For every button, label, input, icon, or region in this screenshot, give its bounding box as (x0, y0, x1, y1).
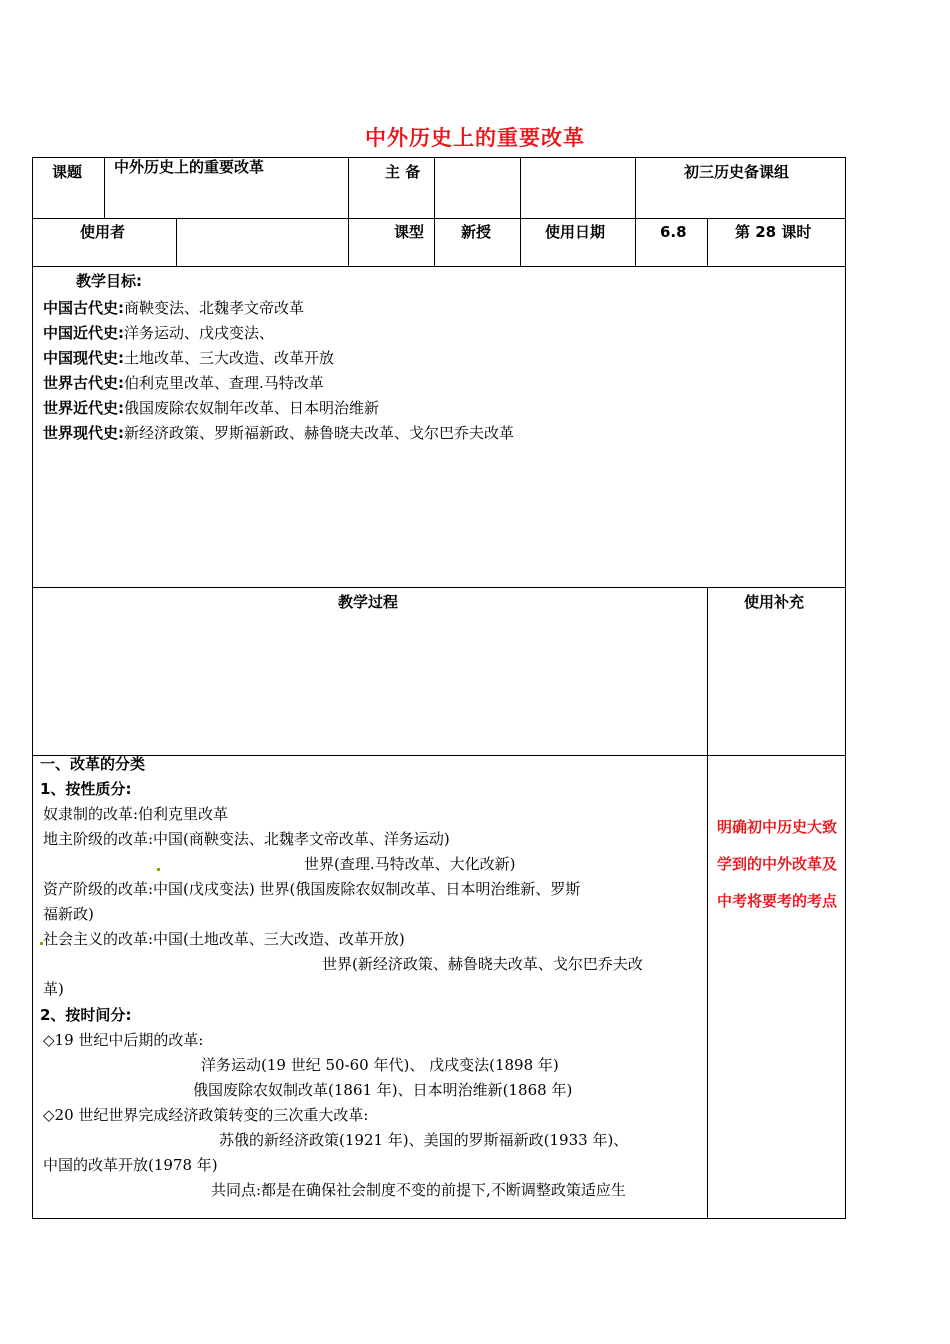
content-line: ◇20 世纪世界完成经济政策转变的三次重大改革: (43, 1106, 369, 1124)
objective-label: 中国近代史: (43, 324, 124, 342)
content-line: 苏俄的新经济政策(1921 年)、美国的罗斯福新政(1933 年)、 (219, 1131, 629, 1149)
content-line: 资产阶级的改革:中国(戊戌变法) 世界(俄国废除农奴制改革、日本明治维新、罗斯 (43, 880, 581, 898)
content-line: 俄国废除农奴制改革(1861 年)、日本明治维新(1868 年) (193, 1081, 573, 1099)
objective-text: 商鞅变法、北魏孝文帝改革 (124, 299, 305, 317)
content-line: ◇19 世纪中后期的改革: (43, 1031, 204, 1049)
objective-item (43, 296, 304, 321)
prepare-group: 初三历史备课组 (684, 163, 790, 181)
objective-text: 土地改革、三大改造、改革开放 (124, 349, 335, 367)
objective-text: 洋务运动、戊戌变法、 (124, 324, 275, 342)
subsection-heading: 1、按性质分: (40, 780, 132, 798)
topic-label: 课题 (52, 163, 83, 181)
objective-item (43, 396, 379, 421)
supplement-note: 明确初中历史大致学到的中外改革及中考将要考的考点 (717, 818, 838, 910)
objective-item (43, 346, 334, 371)
user-label: 使用者 (80, 223, 126, 241)
content-line: 奴隶制的改革:伯利克里改革 (43, 805, 229, 823)
date-label: 使用日期 (545, 223, 606, 241)
supplement-heading: 使用补充 (744, 593, 805, 611)
objective-item (43, 321, 274, 346)
content-line: 世界(查理.马特改革、大化改新) (304, 855, 516, 873)
content-line: 革) (43, 980, 64, 998)
objective-item (43, 371, 324, 396)
objective-text: 新经济政策、罗斯福新政、赫鲁晓夫改革、戈尔巴乔夫改革 (124, 424, 515, 442)
type-label: 课型 (394, 223, 425, 241)
objectives-heading: 教学目标: (76, 272, 142, 290)
section-heading: 一、改革的分类 (40, 755, 146, 773)
objective-text: 俄国废除农奴制年改革、日本明治维新 (124, 399, 380, 417)
topic-value: 中外历史上的重要改革 (114, 158, 265, 176)
objective-label: 世界现代史: (43, 424, 124, 442)
process-heading: 教学过程 (338, 593, 399, 611)
decorative-dot (157, 868, 160, 871)
content-line: 世界(新经济政策、赫鲁晓夫改革、戈尔巴乔夫改 (322, 955, 643, 973)
content-line: 共同点:都是在确保社会制度不变的前提下,不断调整政策适应生 (211, 1181, 626, 1199)
content-line: 福新政) (43, 905, 94, 923)
type-value: 新授 (461, 223, 492, 241)
decorative-dot (40, 942, 43, 945)
content-line: 中国的改革开放(1978 年) (43, 1156, 218, 1174)
prepare-label: 主 备 (385, 163, 421, 181)
content-line: 社会主义的改革:中国(土地改革、三大改造、改革开放) (43, 930, 405, 948)
objective-label: 世界古代史: (43, 374, 124, 392)
objective-label: 世界近代史: (43, 399, 124, 417)
content-line: 洋务运动(19 世纪 50-60 年代)、 戊戌变法(1898 年) (201, 1056, 559, 1074)
content-line: 地主阶级的改革:中国(商鞅变法、北魏孝文帝改革、洋务运动) (43, 830, 450, 848)
document-title: 中外历史上的重要改革 (365, 126, 585, 150)
objective-item (43, 421, 514, 446)
objective-text: 伯利克里改革、查理.马特改革 (124, 374, 324, 392)
date-value: 6.8 (660, 223, 687, 241)
objective-label: 中国古代史: (43, 299, 124, 317)
subsection-heading: 2、按时间分: (40, 1006, 132, 1024)
objective-label: 中国现代史: (43, 349, 124, 367)
period-value: 第 28 课时 (735, 223, 812, 241)
